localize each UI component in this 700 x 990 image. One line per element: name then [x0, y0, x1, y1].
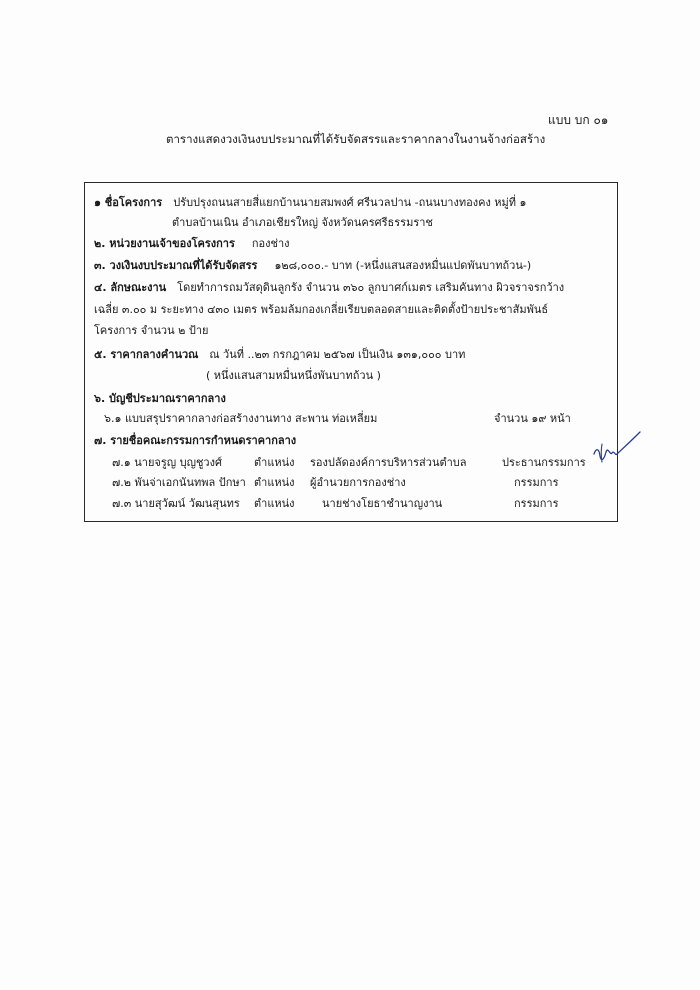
section-5-words: ( หนึ่งแสนสามหมื่นหนึ่งพันบาทถ้วน ) — [206, 369, 381, 382]
member-3-position: นายช่างโยธาชำนาญงาน — [322, 497, 443, 510]
section-6-label: ๖. บัญชีประมาณราคากลาง — [94, 392, 226, 405]
member-1-role: ประธานกรรมการ — [502, 456, 586, 469]
member-3-pos-label: ตำแหน่ง — [254, 497, 295, 510]
member-1-name: ๗.๑ นายจรูญ บุญชูวงศ์ — [112, 456, 222, 469]
section-1 — [94, 196, 527, 210]
section-4 — [94, 281, 564, 295]
section-2 — [94, 237, 290, 251]
member-2-name: ๗.๒ พันจ่าเอกนันทพล ปักษา — [112, 476, 246, 489]
member-2-role: กรรมการ — [514, 476, 559, 489]
member-2-pos-label: ตำแหน่ง — [254, 476, 295, 489]
section-3-label: ๓. วงเงินงบประมาณที่ได้รับจัดสรร — [94, 259, 258, 272]
section-1-line2: ตำบลบ้านเนิน อำเภอเชียรใหญ่ จังหวัดนครศรีธรรมราช — [172, 216, 433, 229]
section-6-item: ๖.๑ แบบสรุปราคากลางก่อสร้างงานทาง สะพาน ท่อเหลี่ยม — [104, 412, 378, 425]
member-1-position: รองปลัดองค์การบริหารส่วนตำบล — [310, 456, 467, 469]
section-3-value: ๑๒๘,๐๐๐.- บาท (-หนึ่งแสนสองหมื่นแปดพันบาทถ้วน-) — [274, 259, 532, 272]
section-5-label: ๕. ราคากลางคำนวณ — [94, 348, 199, 361]
document-title: ตารางแสดงวงเงินงบประมาณที่ได้รับจัดสรรและราคากลางในงานจ้างก่อสร้าง — [166, 132, 546, 146]
section-2-label: ๒. หน่วยงานเจ้าของโครงการ — [94, 237, 235, 250]
section-3 — [94, 259, 531, 273]
section-1-label: ๑ ชื่อโครงการ — [94, 196, 163, 209]
section-1-value: ปรับปรุงถนนสายสี่แยกบ้านนายสมพงศ์ ศรีนวลปาน -ถนนบางทองคง หมู่ที่ ๑ — [173, 196, 527, 209]
member-2-position: ผู้อำนวยการกองช่าง — [310, 476, 406, 489]
section-5-value: ณ วันที่ ..๒๓ กรกฎาคม ๒๕๖๗ เป็นเงิน ๑๓๑,๐๐๐ บาท — [209, 348, 466, 361]
handwritten-signature — [590, 426, 642, 476]
section-6-item-count: จำนวน ๑๙ หน้า — [494, 412, 571, 425]
section-4-label: ๔. ลักษณะงาน — [94, 281, 167, 294]
section-4-line2: เฉลี่ย ๓.๐๐ ม ระยะทาง ๔๓๐ เมตร พร้อมล้มกองเกลี่ยเรียบตลอดสายและติดตั้งป้ายประชาสัมพันธ์ — [94, 303, 549, 316]
section-4-value: โดยทำการถมวัสดุดินลูกรัง จำนวน ๓๖๐ ลูกบาศก์เมตร เสริมคันทาง ผิวจราจรกว้าง — [177, 281, 565, 294]
form-code: แบบ บก ๐๑ — [548, 113, 609, 127]
section-4-line3: โครงการ จำนวน ๒ ป้าย — [94, 324, 209, 337]
member-1-pos-label: ตำแหน่ง — [254, 456, 295, 469]
member-3-name: ๗.๓ นายสุวัฒน์ วัฒนสุนทร — [112, 497, 240, 510]
section-2-value: กองช่าง — [251, 237, 290, 250]
member-3-role: กรรมการ — [514, 497, 559, 510]
section-7-label: ๗. รายชื่อคณะกรรมการกำหนดราคากลาง — [94, 434, 297, 447]
section-5 — [94, 348, 465, 362]
